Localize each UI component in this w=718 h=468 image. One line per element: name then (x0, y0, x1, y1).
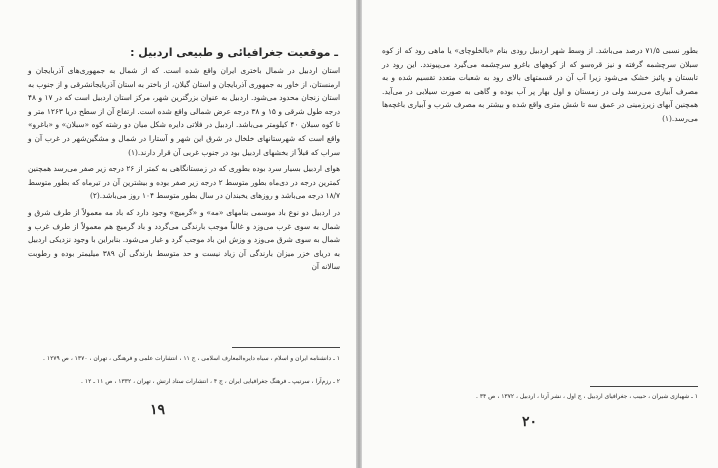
paragraph-winds: در اردبیل دو نوع باد موسمی بنامهای «مه» و «گرمیچ» وجود دارد که باد مه معمولاً از طرف شرق و شمال به سوی غرب می‌وزد و غالباً موجب بارندگی می‌گردد و باد گرمیچ هم معمولاً از طرف غرب و شمال به سوی شرق می‌وزد و وزش این باد موجب گرد و غبار می‌شود. بنابراین با وجود نزدیکی اردبیل به دریای خزر میزان بارندگی آن زیاد نیست و حد متوسط بارندگی آن ۳۸۹ میلیمتر بوده و رطوبت سالانه آن (28, 207, 340, 272)
left-body (28, 64, 340, 274)
left-page (0, 0, 356, 468)
footnote-divider-right (590, 386, 698, 387)
footnote-2: ۲ ـ رزم‌آرا ، سرتیپ ـ فرهنگ جغرافیایی ایران ، ج ۴ ، انتشارات ستاد ارتش ، تهران ، ۱۳۳۲ ، ص ۱۱ ـ ۱۲ . (81, 378, 340, 385)
right-body (382, 44, 698, 126)
right-page (362, 0, 718, 468)
footnote-divider (232, 347, 340, 348)
page-number-right: ۲۰ (522, 414, 538, 430)
paragraph-river: بطور نسبی ۷۱/۵ درصد می‌باشد. از وسط شهر اردبیل رودی بنام «بالخلوچای» یا ماهی رود که از کوه سبلان سرچشمه گرفته و نیز قره‌سو که از کوههای باغرو سرچشمه می‌گیرد می‌پیوندد. این رود در تابستان و پائیز خشک می‌شود زیرا آب آن در قسمتهای بالای رود به شعبات متعدد تقسیم شده و به مصرف آبیاری می‌رسد ولی در زمستان و اول بهار پر آب بوده و گاهی به صورت سیلابی در می‌آید. همچنین آبهای زیرزمینی در عمق سه تا شش متری واقع شده و بیشتر به مصرف شرب و آبیاری باغچه‌ها می‌رسد.(۱) (382, 46, 698, 123)
section-heading: ـ موقعیت جغرافیائی و طبیعی اردبیل : (130, 46, 338, 59)
paragraph-location: استان اردبیل در شمال باختری ایران واقع شده است. که از شمال به جمهوری‌های آذربایجان و ارمنستان، از خاور به جمهوری آذربایجان و استان گیلان، از باختر به استان آذربایجانشرقی و از جنوب به استان زنجان محدود می‌شود. اردبیل به عنوان بزرگترین شهر، مرکز استان اردبیل است که در ۱۷ و ۴۸ درجه طول شرقی و ۱۵ و ۳۸ درجه عرض شمالی واقع شده است. ارتفاع آن از سطح دریا ۱۲۶۳ متر و تا کوه سبلان ۴۰ کیلومتر می‌باشد. اردبیل در فلاتی دایره شکل میان دو رشته کوه «سبلان» و «باغرو» واقع است که شهرستانهای خلخال در شرق این شهر و آستارا در شمال و مشگین‌شهر در غرب آن و سراب که قبلاً از بخشهای اردبیل بود در جنوب غربی آن قرار دارند.(۱) (28, 66, 341, 157)
footnote-1: ۱ ـ دانشنامه ایران و اسلام ، سیاه دایره‌المعارف اسلامی ، ج ۱۱ ، انتشارات علمی و فرهنگی ، تهران ، ۱۳۷۰ ، ص ۱۲۷۹ . (43, 355, 340, 362)
page-number-left: ۱۹ (150, 402, 166, 418)
paragraph-climate: هوای اردبیل بسیار سرد بوده بطوری که در زمستانگاهی به کمتر از ۲۶ درجه زیر صفر می‌رسد همچنین کمترین درجه در دی‌ماه بطور متوسط ۲ درجه زیر صفر بوده و بیشترین آن در تیرماه که بطور متوسط ۱۸/۷ درجه می‌باشد و روزهای یخبندان در سال بطور متوسط ۱۰۴ روز می‌باشد.(۲) (28, 164, 340, 201)
footnote-right-1: ۱ ـ شهبازی شیران ، حبیب ، جغرافیای اردبیل ، ج اول ، نشر آرتا ، اردبیل ، ۱۳۷۲ ، ص ۳۴ . (475, 393, 698, 400)
